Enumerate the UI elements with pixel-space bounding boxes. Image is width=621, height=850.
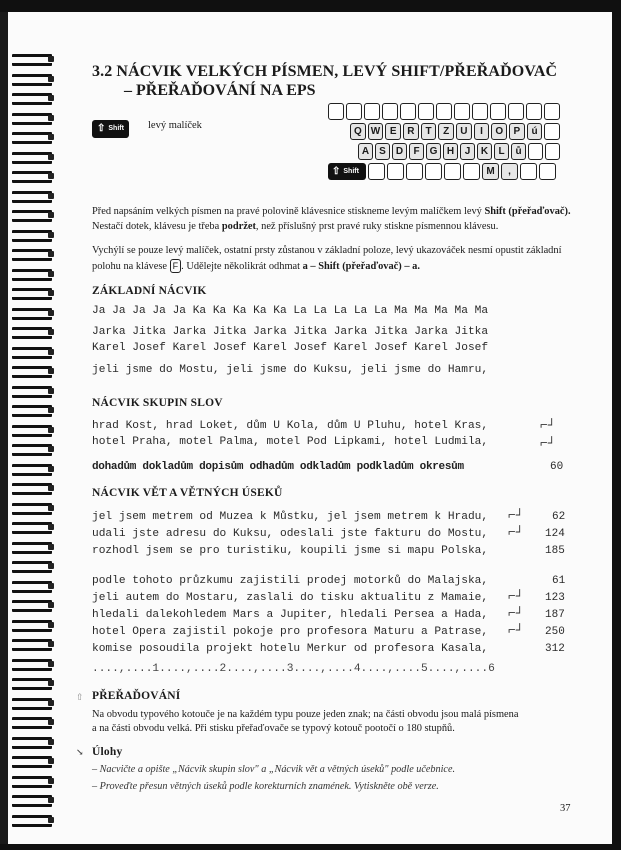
char-count: 123	[545, 592, 565, 604]
key-ú: ú	[527, 123, 543, 140]
spiral-loop	[12, 600, 52, 612]
key-r: R	[403, 123, 419, 140]
task-item: – Proveďte přesun větných úseků podle korekturních znamének. Vytiskněte obě verze.	[92, 781, 439, 792]
section-title: 3.2 NÁCVIK VELKÝCH PÍSMEN, LEVÝ SHIFT/PŘEŘAĎOVAČ	[92, 63, 558, 80]
spiral-loop	[12, 503, 52, 515]
key-u: U	[456, 123, 472, 140]
key-ů: ů	[511, 143, 526, 160]
shift-key-illustration: ⇧ Shift	[92, 118, 129, 138]
spiral-loop	[12, 717, 52, 729]
drill-line-bold: dohadům dokladům dopisům odhadům odkladům podkladům okresům	[92, 461, 464, 473]
spiral-loop	[12, 444, 52, 456]
spiral-loop	[12, 308, 52, 320]
key-p: P	[509, 123, 525, 140]
drill-line: hotel Opera zajistil pokoje pro profesora Maturu a Patrase,	[92, 626, 489, 638]
spiral-loop	[12, 737, 52, 749]
spiral-loop	[12, 113, 52, 125]
spiral-loop	[12, 581, 52, 593]
char-count: 187	[545, 609, 565, 621]
preradovani-text: a na části obvodu velká. Při stisku přeřaďovače se typový kotouč pootočí o 180 stupňů.	[92, 723, 455, 734]
spiral-loop	[12, 561, 52, 573]
spiral-loop	[12, 191, 52, 203]
char-count: 62	[552, 511, 566, 523]
key-i: I	[474, 123, 490, 140]
spiral-loop	[12, 269, 52, 281]
spiral-loop	[12, 678, 52, 690]
key-a: A	[358, 143, 373, 160]
spiral-loop	[12, 54, 52, 66]
key-e: E	[385, 123, 401, 140]
key-f: F	[409, 143, 424, 160]
char-count: 185	[545, 545, 565, 557]
spiral-loop	[12, 347, 52, 359]
spiral-loop	[12, 74, 52, 86]
spiral-loop	[12, 249, 52, 261]
drill-line: komise posoudila projekt hotelu Merkur od profesora Kasala,	[92, 643, 489, 655]
drill-line: jeli jsme do Mostu, jeli jsme do Kuksu, jeli jsme do Hamru,	[92, 364, 489, 376]
spiral-loop	[12, 522, 52, 534]
keyboard-row-home	[358, 143, 560, 160]
keyboard-diagram	[328, 103, 560, 183]
key-o: O	[491, 123, 507, 140]
drill-line: udali jste adresu do Kuksu, odeslali jste fakturu do Mostu,	[92, 528, 489, 540]
drill-line: rozhodl jsem se pro turistiku, koupili jsme si mapu Polska,	[92, 545, 489, 557]
drill-line: Jarka Jitka Jarka Jitka Jarka Jitka Jarka Jitka Jarka Jitka	[92, 326, 489, 338]
drill-line: Karel Josef Karel Josef Karel Josef Karel Josef Karel Josef	[92, 342, 489, 354]
spiral-loop	[12, 483, 52, 495]
spiral-loop	[12, 327, 52, 339]
key-s: S	[375, 143, 390, 160]
key-z: Z	[438, 123, 454, 140]
spiral-loop	[12, 464, 52, 476]
spiral-loop	[12, 366, 52, 378]
spiral-loop	[12, 795, 52, 807]
task-arrow-icon: ↘	[76, 747, 84, 757]
proof-mark-icon: ⌐┘	[540, 418, 556, 433]
shift-caption: levý malíček	[148, 120, 202, 131]
char-count: 124	[545, 528, 565, 540]
keyboard-row-numbers	[328, 103, 560, 120]
section-subtitle: – PŘEŘAĎOVÁNÍ NA EPS	[124, 82, 316, 99]
heading-vet: NÁCVIK VĚT A VĚTNÝCH ÚSEKŮ	[92, 487, 283, 499]
drill-line: Ja Ja Ja Ja Ja Ka Ka Ka Ka Ka La La La La La Ma Ma Ma Ma Ma	[92, 305, 489, 317]
column-ruler: ....,....1....,....2....,....3....,....4....,....5....,....6	[92, 663, 495, 675]
spiral-loop	[12, 756, 52, 768]
spiral-loop	[12, 386, 52, 398]
key-l: L	[494, 143, 509, 160]
proof-mark-icon: ⌐┘	[508, 623, 524, 638]
drill-line: jeli autem do Mostaru, zaslali do tisku aktualitu z Mamaie,	[92, 592, 489, 604]
key-h: H	[443, 143, 458, 160]
drill-line: hledali dalekohledem Mars a Jupiter, hledali Persea a Hada,	[92, 609, 489, 621]
spiral-loop	[12, 425, 52, 437]
key-d: D	[392, 143, 407, 160]
page-number: 37	[560, 803, 571, 814]
task-item: – Nacvičte a opište „Nácvik skupin slov" a „Nácvik vět a větných úseků" podle učebnice.	[92, 764, 456, 775]
proof-mark-icon: ⌐┘	[508, 606, 524, 621]
key-blank	[545, 143, 560, 160]
key-g: G	[426, 143, 441, 160]
spiral-loop	[12, 815, 52, 827]
spiral-loop	[12, 93, 52, 105]
spiral-loop	[12, 776, 52, 788]
key-j: J	[460, 143, 475, 160]
spiral-loop	[12, 698, 52, 710]
drill-line: podle tohoto průzkumu zajistili prodej motorků do Malajska,	[92, 575, 489, 587]
key-t: T	[421, 123, 437, 140]
proof-mark-icon: ⌐┘	[508, 508, 524, 523]
proof-mark-icon: ⌐┘	[540, 436, 556, 451]
spiral-binding	[8, 54, 54, 844]
drill-line: hrad Kost, hrad Loket, dům U Kola, dům U Pluhu, hotel Kras,	[92, 420, 489, 432]
spiral-loop	[12, 405, 52, 417]
key-m: M	[482, 163, 499, 180]
proof-mark-icon: ⌐┘	[508, 525, 524, 540]
proof-mark-icon: ⌐┘	[508, 589, 524, 604]
shift-arrow-icon: ⇧	[97, 123, 106, 134]
heading-preradovani: PŘEŘAĎOVÁNÍ	[92, 690, 181, 702]
spiral-loop	[12, 620, 52, 632]
keyboard-row-upper	[350, 123, 560, 140]
preradovani-text: Na obvodu typového kotouče je na každém typu pouze jeden znak; na části obvodu jsou malá písmena	[92, 709, 519, 720]
key-f: F	[170, 259, 182, 273]
spiral-loop	[12, 132, 52, 144]
drill-line: hotel Praha, motel Palma, motel Pod Lipkami, hotel Ludmila,	[92, 436, 489, 448]
spiral-loop	[12, 288, 52, 300]
spiral-loop	[12, 230, 52, 242]
char-count: 250	[545, 626, 565, 638]
char-count: 61	[552, 575, 566, 587]
shift-arrow-icon: ⇧	[332, 166, 341, 177]
spiral-loop	[12, 542, 52, 554]
shift-symbol-icon: ⇧	[76, 692, 84, 702]
key-k: K	[477, 143, 492, 160]
spiral-loop	[12, 639, 52, 651]
intro-paragraph-2: Vychýlí se pouze levý malíček, ostatní prsty zůstanou v základní poloze, levý ukazováček nesmí opustit základní polohu na klávese F . Udělejte několikrát odhmat a – Shift (přeřaďovač) – a.	[92, 245, 562, 272]
heading-skupin: NÁCVIK SKUPIN SLOV	[92, 397, 223, 409]
char-count: 60	[550, 461, 564, 473]
spiral-loop	[12, 152, 52, 164]
spiral-loop	[12, 659, 52, 671]
key-w: W	[368, 123, 384, 140]
key-comma: ,	[501, 163, 518, 180]
keyboard-row-lower: ⇧ Shift M ,	[328, 163, 560, 180]
key-q: Q	[350, 123, 366, 140]
drill-line: jel jsem metrem od Muzea k Můstku, jel jsem metrem k Hradu,	[92, 511, 489, 523]
intro-paragraph-1: Před napsáním velkých písmen na pravé polovině klávesnice stiskneme levým malíčkem levý Shift (přeřaďovač). Nestačí dotek, klávesu je třeba podržet, než příslušný prst pravé ruky stiskne písmennou klávesu.	[92, 206, 571, 232]
heading-zakladni: ZÁKLADNÍ NÁCVIK	[92, 285, 207, 297]
char-count: 312	[545, 643, 565, 655]
key-blank	[544, 123, 560, 140]
spiral-loop	[12, 171, 52, 183]
spiral-loop	[12, 210, 52, 222]
heading-ulohy: Úlohy	[92, 746, 123, 758]
key-blank	[528, 143, 543, 160]
